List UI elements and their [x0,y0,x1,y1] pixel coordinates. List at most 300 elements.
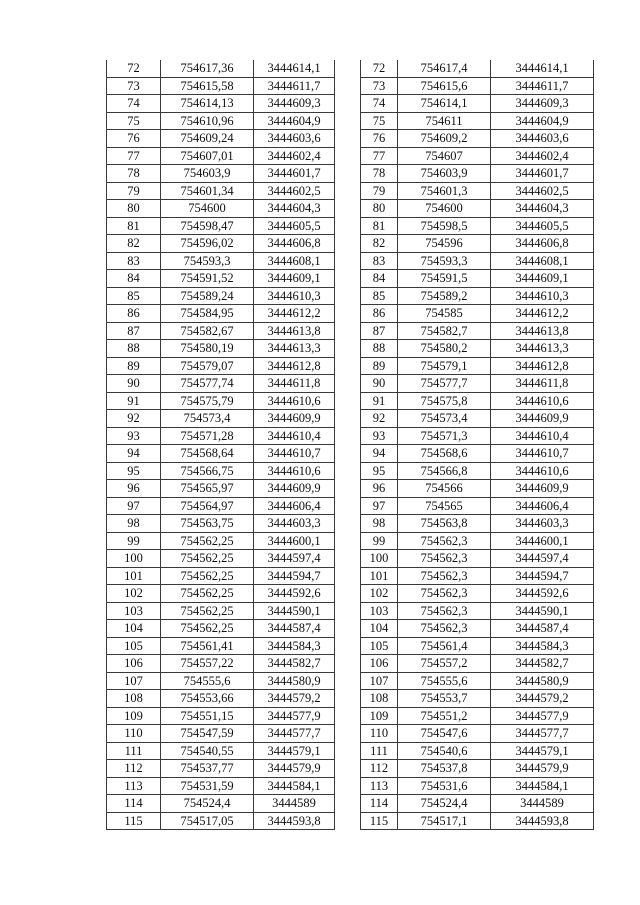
table-row [107,515,335,533]
table-row [361,77,594,95]
point-number-cell: 99 [107,532,161,550]
x-coordinate-cell: 754562,25 [161,585,254,603]
point-number-cell: 104 [361,620,398,638]
table-row [107,112,335,130]
x-coordinate-cell: 754562,25 [161,532,254,550]
x-coordinate-cell: 754551,15 [161,707,254,725]
table-row [107,585,335,603]
y-coordinate-cell: 3444584,3 [254,637,335,655]
x-coordinate-cell: 754562,25 [161,567,254,585]
x-coordinate-cell: 754555,6 [398,672,491,690]
x-coordinate-cell: 754562,3 [398,550,491,568]
y-coordinate-cell: 3444577,7 [491,725,594,743]
x-coordinate-cell: 754517,05 [161,812,254,830]
point-number-cell: 113 [107,777,161,795]
x-coordinate-cell: 754580,19 [161,340,254,358]
table-row [107,147,335,165]
table-row [107,567,335,585]
x-coordinate-cell: 754562,25 [161,550,254,568]
x-coordinate-cell: 754580,2 [398,340,491,358]
point-number-cell: 83 [107,252,161,270]
point-number-cell: 75 [361,112,398,130]
point-number-cell: 110 [107,725,161,743]
y-coordinate-cell: 3444592,6 [254,585,335,603]
table-row [361,550,594,568]
table-row [107,410,335,428]
x-coordinate-cell: 754603,9 [398,165,491,183]
point-number-cell: 96 [107,480,161,498]
x-coordinate-cell: 754531,59 [161,777,254,795]
y-coordinate-cell: 3444606,8 [254,235,335,253]
table-row [361,672,594,690]
table-row [361,60,594,77]
y-coordinate-cell: 3444584,1 [491,777,594,795]
table-row [107,690,335,708]
x-coordinate-cell: 754611 [398,112,491,130]
point-number-cell: 82 [107,235,161,253]
x-coordinate-cell: 754591,52 [161,270,254,288]
x-coordinate-cell: 754609,24 [161,130,254,148]
point-number-cell: 104 [107,620,161,638]
y-coordinate-cell: 3444611,7 [491,77,594,95]
point-number-cell: 103 [107,602,161,620]
y-coordinate-cell: 3444579,1 [254,742,335,760]
x-coordinate-cell: 754575,8 [398,392,491,410]
point-number-cell: 89 [361,357,398,375]
y-coordinate-cell: 3444577,7 [254,725,335,743]
table-row [361,532,594,550]
x-coordinate-cell: 754615,58 [161,77,254,95]
x-coordinate-cell: 754584,95 [161,305,254,323]
y-coordinate-cell: 3444597,4 [254,550,335,568]
y-coordinate-cell: 3444611,8 [254,375,335,393]
right-table-body [361,60,594,830]
table-row [361,357,594,375]
point-number-cell: 80 [361,200,398,218]
x-coordinate-cell: 754562,25 [161,602,254,620]
point-number-cell: 98 [361,515,398,533]
point-number-cell: 90 [361,375,398,393]
y-coordinate-cell: 3444589 [491,795,594,813]
y-coordinate-cell: 3444614,1 [254,60,335,77]
table-row [361,130,594,148]
y-coordinate-cell: 3444603,6 [491,130,594,148]
x-coordinate-cell: 754540,55 [161,742,254,760]
point-number-cell: 108 [361,690,398,708]
y-coordinate-cell: 3444594,7 [254,567,335,585]
x-coordinate-cell: 754614,13 [161,95,254,113]
y-coordinate-cell: 3444605,5 [254,217,335,235]
y-coordinate-cell: 3444610,3 [491,287,594,305]
x-coordinate-cell: 754566,75 [161,462,254,480]
x-coordinate-cell: 754609,2 [398,130,491,148]
y-coordinate-cell: 3444614,1 [491,60,594,77]
table-row [107,60,335,77]
y-coordinate-cell: 3444603,3 [254,515,335,533]
y-coordinate-cell: 3444609,9 [491,410,594,428]
point-number-cell: 86 [361,305,398,323]
table-row [361,655,594,673]
point-number-cell: 93 [107,427,161,445]
y-coordinate-cell: 3444608,1 [254,252,335,270]
y-coordinate-cell: 3444609,9 [254,410,335,428]
y-coordinate-cell: 3444606,4 [254,497,335,515]
table-row [361,375,594,393]
table-row [361,112,594,130]
point-number-cell: 114 [107,795,161,813]
x-coordinate-cell: 754551,2 [398,707,491,725]
y-coordinate-cell: 3444579,9 [491,760,594,778]
point-number-cell: 80 [107,200,161,218]
y-coordinate-cell: 3444587,4 [254,620,335,638]
y-coordinate-cell: 3444609,1 [254,270,335,288]
point-number-cell: 101 [361,567,398,585]
table-row [361,742,594,760]
point-number-cell: 84 [361,270,398,288]
x-coordinate-cell: 754571,28 [161,427,254,445]
table-row [361,620,594,638]
table-row [361,287,594,305]
point-number-cell: 110 [361,725,398,743]
y-coordinate-cell: 3444613,8 [491,322,594,340]
table-row [107,217,335,235]
y-coordinate-cell: 3444579,2 [254,690,335,708]
x-coordinate-cell: 754557,22 [161,655,254,673]
point-number-cell: 90 [107,375,161,393]
point-number-cell: 112 [107,760,161,778]
y-coordinate-cell: 3444609,3 [491,95,594,113]
x-coordinate-cell: 754603,9 [161,165,254,183]
table-row [107,602,335,620]
point-number-cell: 74 [361,95,398,113]
x-coordinate-cell: 754562,3 [398,585,491,603]
point-number-cell: 95 [361,462,398,480]
table-row [107,777,335,795]
point-number-cell: 92 [361,410,398,428]
x-coordinate-cell: 754568,6 [398,445,491,463]
x-coordinate-cell: 754607,01 [161,147,254,165]
table-row [107,795,335,813]
y-coordinate-cell: 3444612,2 [254,305,335,323]
x-coordinate-cell: 754562,3 [398,602,491,620]
y-coordinate-cell: 3444610,3 [254,287,335,305]
table-row [107,340,335,358]
point-number-cell: 93 [361,427,398,445]
table-row [361,427,594,445]
table-row [361,567,594,585]
table-row [107,620,335,638]
y-coordinate-cell: 3444604,3 [254,200,335,218]
y-coordinate-cell: 3444584,3 [491,637,594,655]
x-coordinate-cell: 754617,4 [398,60,491,77]
table-row [361,777,594,795]
point-number-cell: 99 [361,532,398,550]
point-number-cell: 106 [107,655,161,673]
x-coordinate-cell: 754617,36 [161,60,254,77]
table-row [107,375,335,393]
point-number-cell: 100 [361,550,398,568]
x-coordinate-cell: 754555,6 [161,672,254,690]
table-row [107,497,335,515]
point-number-cell: 92 [107,410,161,428]
right-coordinates-table [360,60,594,830]
y-coordinate-cell: 3444612,8 [491,357,594,375]
point-number-cell: 94 [361,445,398,463]
x-coordinate-cell: 754579,1 [398,357,491,375]
y-coordinate-cell: 3444580,9 [491,672,594,690]
point-number-cell: 75 [107,112,161,130]
x-coordinate-cell: 754589,24 [161,287,254,305]
y-coordinate-cell: 3444600,1 [254,532,335,550]
y-coordinate-cell: 3444611,8 [491,375,594,393]
point-number-cell: 73 [107,77,161,95]
table-row [107,462,335,480]
x-coordinate-cell: 754591,5 [398,270,491,288]
point-number-cell: 105 [361,637,398,655]
table-row [107,270,335,288]
point-number-cell: 102 [107,585,161,603]
table-row [107,305,335,323]
table-row [107,725,335,743]
x-coordinate-cell: 754601,34 [161,182,254,200]
y-coordinate-cell: 3444593,8 [254,812,335,830]
y-coordinate-cell: 3444603,6 [254,130,335,148]
table-row [107,95,335,113]
x-coordinate-cell: 754575,79 [161,392,254,410]
table-row [361,147,594,165]
point-number-cell: 105 [107,637,161,655]
y-coordinate-cell: 3444613,8 [254,322,335,340]
y-coordinate-cell: 3444610,4 [491,427,594,445]
table-row [107,77,335,95]
x-coordinate-cell: 754566,8 [398,462,491,480]
point-number-cell: 84 [107,270,161,288]
y-coordinate-cell: 3444582,7 [254,655,335,673]
x-coordinate-cell: 754553,66 [161,690,254,708]
point-number-cell: 87 [107,322,161,340]
x-coordinate-cell: 754547,6 [398,725,491,743]
table-row [361,462,594,480]
y-coordinate-cell: 3444610,6 [491,462,594,480]
point-number-cell: 109 [361,707,398,725]
point-number-cell: 82 [361,235,398,253]
y-coordinate-cell: 3444610,6 [254,392,335,410]
point-number-cell: 88 [107,340,161,358]
x-coordinate-cell: 754573,4 [161,410,254,428]
point-number-cell: 89 [107,357,161,375]
y-coordinate-cell: 3444610,7 [254,445,335,463]
x-coordinate-cell: 754607 [398,147,491,165]
table-row [361,602,594,620]
x-coordinate-cell: 754565 [398,497,491,515]
x-coordinate-cell: 754600 [161,200,254,218]
left-table-body [107,60,335,830]
point-number-cell: 73 [361,77,398,95]
x-coordinate-cell: 754564,97 [161,497,254,515]
point-number-cell: 111 [107,742,161,760]
point-number-cell: 87 [361,322,398,340]
x-coordinate-cell: 754601,3 [398,182,491,200]
y-coordinate-cell: 3444604,9 [491,112,594,130]
y-coordinate-cell: 3444590,1 [491,602,594,620]
y-coordinate-cell: 3444610,4 [254,427,335,445]
y-coordinate-cell: 3444610,7 [491,445,594,463]
point-number-cell: 106 [361,655,398,673]
y-coordinate-cell: 3444579,9 [254,760,335,778]
table-row [107,182,335,200]
y-coordinate-cell: 3444613,3 [491,340,594,358]
y-coordinate-cell: 3444605,5 [491,217,594,235]
y-coordinate-cell: 3444606,4 [491,497,594,515]
table-row [107,235,335,253]
table-row [107,550,335,568]
point-number-cell: 85 [107,287,161,305]
y-coordinate-cell: 3444577,9 [254,707,335,725]
table-row [361,690,594,708]
point-number-cell: 109 [107,707,161,725]
x-coordinate-cell: 754524,4 [398,795,491,813]
y-coordinate-cell: 3444603,3 [491,515,594,533]
x-coordinate-cell: 754573,4 [398,410,491,428]
table-row [107,130,335,148]
table-row [361,392,594,410]
point-number-cell: 72 [107,60,161,77]
x-coordinate-cell: 754566 [398,480,491,498]
point-number-cell: 100 [107,550,161,568]
y-coordinate-cell: 3444594,7 [491,567,594,585]
x-coordinate-cell: 754547,59 [161,725,254,743]
x-coordinate-cell: 754577,74 [161,375,254,393]
table-row [361,585,594,603]
y-coordinate-cell: 3444597,4 [491,550,594,568]
point-number-cell: 94 [107,445,161,463]
table-row [107,480,335,498]
x-coordinate-cell: 754571,3 [398,427,491,445]
table-row [107,445,335,463]
y-coordinate-cell: 3444609,9 [254,480,335,498]
point-number-cell: 91 [361,392,398,410]
table-row [361,410,594,428]
x-coordinate-cell: 754600 [398,200,491,218]
point-number-cell: 81 [361,217,398,235]
y-coordinate-cell: 3444593,8 [491,812,594,830]
point-number-cell: 76 [361,130,398,148]
y-coordinate-cell: 3444604,9 [254,112,335,130]
table-row [107,812,335,830]
y-coordinate-cell: 3444612,8 [254,357,335,375]
y-coordinate-cell: 3444610,6 [254,462,335,480]
x-coordinate-cell: 754596,02 [161,235,254,253]
x-coordinate-cell: 754582,67 [161,322,254,340]
point-number-cell: 107 [361,672,398,690]
table-row [361,235,594,253]
table-row [107,392,335,410]
point-number-cell: 74 [107,95,161,113]
x-coordinate-cell: 754561,4 [398,637,491,655]
table-row [107,200,335,218]
table-row [107,322,335,340]
table-row [361,812,594,830]
x-coordinate-cell: 754563,8 [398,515,491,533]
table-row [361,497,594,515]
y-coordinate-cell: 3444611,7 [254,77,335,95]
point-number-cell: 97 [107,497,161,515]
x-coordinate-cell: 754568,64 [161,445,254,463]
y-coordinate-cell: 3444590,1 [254,602,335,620]
x-coordinate-cell: 754540,6 [398,742,491,760]
point-number-cell: 112 [361,760,398,778]
y-coordinate-cell: 3444609,3 [254,95,335,113]
x-coordinate-cell: 754593,3 [398,252,491,270]
y-coordinate-cell: 3444610,6 [491,392,594,410]
x-coordinate-cell: 754614,1 [398,95,491,113]
point-number-cell: 97 [361,497,398,515]
x-coordinate-cell: 754537,8 [398,760,491,778]
y-coordinate-cell: 3444577,9 [491,707,594,725]
table-row [361,95,594,113]
table-row [361,760,594,778]
point-number-cell: 78 [107,165,161,183]
y-coordinate-cell: 3444602,4 [254,147,335,165]
table-row [361,445,594,463]
point-number-cell: 79 [361,182,398,200]
point-number-cell: 111 [361,742,398,760]
y-coordinate-cell: 3444609,1 [491,270,594,288]
y-coordinate-cell: 3444582,7 [491,655,594,673]
y-coordinate-cell: 3444612,2 [491,305,594,323]
x-coordinate-cell: 754524,4 [161,795,254,813]
point-number-cell: 114 [361,795,398,813]
point-number-cell: 113 [361,777,398,795]
y-coordinate-cell: 3444602,5 [491,182,594,200]
x-coordinate-cell: 754563,75 [161,515,254,533]
point-number-cell: 88 [361,340,398,358]
y-coordinate-cell: 3444589 [254,795,335,813]
x-coordinate-cell: 754598,47 [161,217,254,235]
y-coordinate-cell: 3444613,3 [254,340,335,358]
y-coordinate-cell: 3444609,9 [491,480,594,498]
table-row [361,480,594,498]
y-coordinate-cell: 3444608,1 [491,252,594,270]
table-row [361,305,594,323]
table-row [361,707,594,725]
table-row [361,637,594,655]
table-row [107,672,335,690]
point-number-cell: 108 [107,690,161,708]
point-number-cell: 76 [107,130,161,148]
y-coordinate-cell: 3444606,8 [491,235,594,253]
x-coordinate-cell: 754517,1 [398,812,491,830]
x-coordinate-cell: 754596 [398,235,491,253]
table-row [107,742,335,760]
y-coordinate-cell: 3444580,9 [254,672,335,690]
table-row [361,725,594,743]
y-coordinate-cell: 3444602,4 [491,147,594,165]
table-row [107,165,335,183]
y-coordinate-cell: 3444604,3 [491,200,594,218]
point-number-cell: 78 [361,165,398,183]
point-number-cell: 72 [361,60,398,77]
x-coordinate-cell: 754562,3 [398,567,491,585]
point-number-cell: 77 [361,147,398,165]
x-coordinate-cell: 754561,41 [161,637,254,655]
table-row [107,427,335,445]
table-row [361,200,594,218]
x-coordinate-cell: 754562,3 [398,532,491,550]
y-coordinate-cell: 3444579,2 [491,690,594,708]
table-row [361,340,594,358]
y-coordinate-cell: 3444587,4 [491,620,594,638]
